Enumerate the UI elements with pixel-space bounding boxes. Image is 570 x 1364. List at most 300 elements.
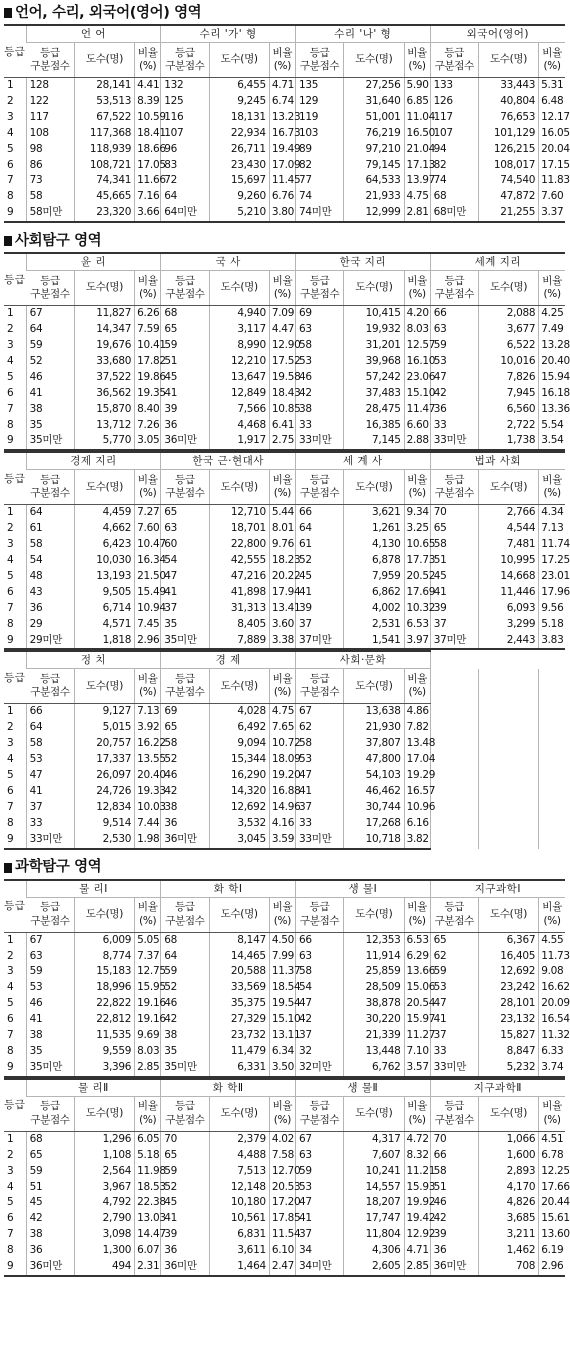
score-cell: 36 — [161, 418, 209, 434]
ratio-cell: 4.02 — [269, 1131, 295, 1147]
score-cell: 51 — [26, 1180, 74, 1196]
count-cell: 18,207 — [344, 1195, 404, 1211]
score-cell: 51 — [430, 553, 478, 569]
ratio-cell: 9.69 — [135, 1028, 161, 1044]
count-cell: 1,818 — [74, 633, 134, 650]
table-row — [4, 322, 565, 338]
count-cell: 11,479 — [209, 1044, 269, 1060]
subject-name: 정 치 — [26, 651, 161, 669]
score-cell: 32미만 — [295, 1060, 343, 1077]
count-cell: 3,045 — [209, 832, 269, 849]
ratio-cell: 5.90 — [404, 78, 430, 94]
subject-name: 물 리Ⅱ — [26, 1079, 161, 1097]
count-cell: 11,914 — [344, 949, 404, 965]
count-cell: 1,261 — [344, 521, 404, 537]
ratio-cell: 18.66 — [135, 142, 161, 158]
count-cell: 4,317 — [344, 1131, 404, 1147]
ratio-cell: 8.03 — [135, 1044, 161, 1060]
count-cell: 15,827 — [478, 1028, 538, 1044]
count-cell: 3,967 — [74, 1180, 134, 1196]
ratio-cell: 23.01 — [539, 569, 565, 585]
score-column-header: 등급 구분점수 — [295, 897, 343, 932]
count-cell: 1,541 — [344, 633, 404, 650]
score-cell: 43 — [26, 585, 74, 601]
score-cell: 36 — [430, 1243, 478, 1259]
ratio-cell: 8.32 — [404, 1148, 430, 1164]
score-cell: 41 — [26, 784, 74, 800]
count-cell: 9,260 — [209, 189, 269, 205]
ratio-cell: 17.69 — [404, 585, 430, 601]
ratio-cell: 18.54 — [269, 980, 295, 996]
score-cell: 41 — [26, 1012, 74, 1028]
score-cell: 59 — [295, 1164, 343, 1180]
empty-cell — [478, 832, 538, 849]
ratio-cell: 7.37 — [135, 949, 161, 965]
count-cell: 51,001 — [344, 110, 404, 126]
grade-cell: 8 — [7, 418, 14, 431]
count-cell: 12,148 — [209, 1180, 269, 1196]
count-cell: 31,640 — [344, 94, 404, 110]
ratio-cell: 3.50 — [269, 1060, 295, 1077]
score-cell: 38 — [26, 1227, 74, 1243]
score-cell: 67 — [295, 1131, 343, 1147]
ratio-cell: 15.93 — [404, 1180, 430, 1196]
count-cell: 28,509 — [344, 980, 404, 996]
ratio-cell: 6.10 — [269, 1243, 295, 1259]
ratio-cell: 2.85 — [404, 1259, 430, 1276]
ratio-column-header: 비율 (%) — [135, 470, 161, 505]
grade-distribution-table — [4, 879, 570, 1078]
count-cell: 24,726 — [74, 784, 134, 800]
ratio-cell: 13.23 — [269, 110, 295, 126]
score-column-header: 등급 구분점수 — [161, 470, 209, 505]
score-column-header: 등급 구분점수 — [26, 271, 74, 306]
subject-name: 경 제 — [161, 651, 296, 669]
ratio-cell: 3.66 — [135, 205, 161, 222]
score-cell: 47 — [161, 569, 209, 585]
score-column-header: 등급 구분점수 — [26, 470, 74, 505]
ratio-cell: 17.96 — [539, 585, 565, 601]
grade-cell: 9 — [4, 205, 26, 222]
count-cell: 7,889 — [209, 633, 269, 650]
count-cell: 21,339 — [344, 1028, 404, 1044]
count-cell: 6,423 — [74, 537, 134, 553]
ratio-cell: 11.27 — [404, 1028, 430, 1044]
ratio-cell: 11.66 — [135, 173, 161, 189]
count-cell: 26,097 — [74, 768, 134, 784]
score-cell: 34미만 — [295, 1259, 343, 1276]
count-cell: 6,762 — [344, 1060, 404, 1077]
count-column-header: 도수(명) — [344, 271, 404, 306]
empty-cell — [430, 832, 478, 849]
count-cell: 4,662 — [74, 521, 134, 537]
ratio-cell: 3.59 — [269, 832, 295, 849]
score-cell: 63 — [430, 322, 478, 338]
ratio-cell: 3.05 — [135, 433, 161, 450]
subject-name: 법과 사회 — [430, 452, 565, 470]
ratio-cell: 17.82 — [135, 354, 161, 370]
grade-cell: 3 — [7, 338, 14, 351]
table-row — [4, 354, 565, 370]
subject-name: 세계 지리 — [430, 253, 565, 271]
ratio-cell: 6.78 — [539, 1148, 565, 1164]
grade-cell: 8 — [7, 816, 14, 829]
ratio-cell: 17.20 — [269, 1195, 295, 1211]
ratio-cell: 15.06 — [404, 980, 430, 996]
score-column-header: 등급 구분점수 — [26, 669, 74, 704]
score-cell: 68 — [26, 1131, 74, 1147]
table-row — [4, 816, 565, 832]
ratio-cell: 6.53 — [404, 617, 430, 633]
count-cell: 2,531 — [344, 617, 404, 633]
ratio-cell: 4.20 — [404, 306, 430, 322]
count-cell: 20,588 — [209, 964, 269, 980]
count-cell: 17,747 — [344, 1211, 404, 1227]
count-cell: 21,255 — [478, 205, 538, 222]
empty-cell — [430, 736, 478, 752]
ratio-cell: 10.03 — [135, 800, 161, 816]
ratio-cell: 15.95 — [135, 980, 161, 996]
subject-name: 수리 '가' 형 — [161, 25, 296, 43]
score-cell: 59 — [26, 964, 74, 980]
subject-header-row — [4, 880, 565, 898]
empty-cell — [430, 704, 478, 720]
table-row — [4, 553, 565, 569]
count-cell: 13,638 — [344, 704, 404, 720]
score-cell: 65 — [26, 1148, 74, 1164]
count-cell: 46,462 — [344, 784, 404, 800]
table-row — [4, 126, 565, 142]
ratio-cell: 19.42 — [404, 1211, 430, 1227]
section-title-text: 과학탐구 영역 — [15, 859, 102, 876]
grade-cell: 7 — [7, 1029, 14, 1042]
score-cell: 54 — [161, 553, 209, 569]
ratio-cell: 4.41 — [135, 78, 161, 94]
table-row — [4, 932, 565, 948]
count-cell: 5,770 — [74, 433, 134, 450]
grade-cell: 8 — [7, 190, 14, 203]
count-cell: 33,569 — [209, 980, 269, 996]
grade-cell: 1 — [7, 506, 14, 519]
score-cell: 58 — [161, 736, 209, 752]
count-cell: 4,940 — [209, 306, 269, 322]
count-cell: 18,701 — [209, 521, 269, 537]
table-row — [4, 173, 565, 189]
grade-cell: 1 — [7, 79, 14, 91]
score-cell: 62 — [296, 720, 344, 736]
score-cell: 41 — [161, 585, 209, 601]
subject-name: 생 물Ⅱ — [295, 1079, 430, 1097]
ratio-cell: 1.98 — [135, 832, 161, 849]
count-cell: 22,822 — [74, 996, 134, 1012]
ratio-cell: 9.56 — [539, 601, 565, 617]
ratio-cell: 16.22 — [135, 736, 161, 752]
ratio-cell: 2.75 — [269, 433, 295, 450]
grade-cell: 1 — [7, 307, 14, 320]
grade-cell: 2 — [7, 721, 14, 734]
grade-cell: 4 — [7, 753, 14, 766]
count-cell: 11,827 — [74, 306, 134, 322]
grade-cell: 9 — [4, 832, 26, 849]
ratio-cell: 4.72 — [404, 1131, 430, 1147]
subject-header-row — [4, 1079, 565, 1097]
score-cell: 53 — [295, 1180, 343, 1196]
count-cell: 25,859 — [344, 964, 404, 980]
ratio-column-header: 비율 (%) — [404, 669, 430, 704]
score-cell: 37 — [295, 1227, 343, 1243]
score-cell: 41 — [430, 585, 478, 601]
ratio-cell: 13.97 — [404, 173, 430, 189]
ratio-cell: 7.13 — [135, 704, 161, 720]
score-cell: 36미만 — [161, 832, 209, 849]
empty-cell — [478, 704, 538, 720]
count-column-header: 도수(명) — [74, 1096, 134, 1131]
grade-cell: 5 — [7, 370, 14, 383]
count-cell: 54,103 — [344, 768, 404, 784]
count-cell: 28,475 — [344, 402, 404, 418]
score-cell: 119 — [295, 110, 343, 126]
count-cell: 3,396 — [74, 1060, 134, 1077]
column-header-row — [4, 669, 565, 704]
subject-name: 수리 '나' 형 — [295, 25, 430, 43]
ratio-cell: 7.59 — [135, 322, 161, 338]
ratio-cell: 7.13 — [539, 521, 565, 537]
ratio-cell: 5.05 — [135, 932, 161, 948]
score-cell: 53 — [26, 752, 74, 768]
ratio-cell: 4.25 — [539, 306, 565, 322]
count-cell: 7,145 — [344, 433, 404, 450]
ratio-cell: 4.75 — [404, 189, 430, 205]
grade-cell: 9 — [4, 1060, 26, 1077]
table-row — [4, 505, 565, 521]
score-cell: 128 — [26, 78, 74, 94]
score-cell: 59 — [161, 338, 209, 354]
ratio-cell: 9.34 — [404, 505, 430, 521]
table-row — [4, 800, 565, 816]
ratio-column-header: 비율 (%) — [269, 1096, 295, 1131]
count-cell: 16,290 — [209, 768, 269, 784]
count-cell: 23,320 — [74, 205, 134, 222]
count-cell: 1,738 — [478, 433, 538, 450]
score-cell: 41 — [430, 1012, 478, 1028]
count-cell: 9,514 — [74, 816, 134, 832]
ratio-column-header: 비율 (%) — [135, 43, 161, 78]
column-header-row — [4, 470, 565, 505]
score-cell: 59 — [26, 338, 74, 354]
count-cell: 15,183 — [74, 964, 134, 980]
count-cell: 8,774 — [74, 949, 134, 965]
ratio-cell: 5.31 — [539, 78, 565, 94]
score-cell: 46 — [430, 1195, 478, 1211]
count-cell: 3,621 — [344, 505, 404, 521]
table-row — [4, 1243, 565, 1259]
count-cell: 74,540 — [478, 173, 538, 189]
score-cell: 72 — [161, 173, 209, 189]
score-column-header: 등급 구분점수 — [26, 43, 74, 78]
ratio-column-header: 비율 (%) — [135, 669, 161, 704]
ratio-cell: 2.47 — [269, 1259, 295, 1276]
count-cell: 4,130 — [344, 537, 404, 553]
count-cell: 5,015 — [74, 720, 134, 736]
score-cell: 58 — [26, 537, 74, 553]
count-cell: 2,722 — [478, 418, 538, 434]
subject-name: 세 계 사 — [295, 452, 430, 470]
count-cell: 708 — [478, 1259, 538, 1276]
table-row — [4, 736, 565, 752]
score-cell: 46 — [296, 370, 344, 386]
score-cell: 35 — [161, 1044, 209, 1060]
table-row — [4, 370, 565, 386]
count-cell: 31,201 — [344, 338, 404, 354]
score-column-header: 등급 구분점수 — [296, 271, 344, 306]
grade-cell: 3 — [7, 965, 14, 978]
score-cell: 58 — [26, 736, 74, 752]
score-cell: 51 — [430, 1180, 478, 1196]
score-cell: 42 — [161, 784, 209, 800]
score-cell: 66 — [295, 932, 343, 948]
ratio-cell: 11.45 — [269, 173, 295, 189]
table-row — [4, 617, 565, 633]
count-cell: 7,945 — [478, 386, 538, 402]
score-cell: 135 — [295, 78, 343, 94]
grade-cell: 6 — [7, 785, 14, 797]
score-cell: 38 — [26, 402, 74, 418]
ratio-cell: 21.50 — [135, 569, 161, 585]
count-cell: 28,141 — [74, 78, 134, 94]
score-cell: 29미만 — [26, 633, 74, 650]
ratio-column-header: 비율 (%) — [269, 897, 295, 932]
score-cell: 52 — [26, 354, 74, 370]
ratio-cell: 2.31 — [135, 1259, 161, 1276]
ratio-cell: 20.44 — [539, 1195, 565, 1211]
count-column-header: 도수(명) — [209, 43, 269, 78]
section-title — [4, 230, 565, 252]
count-cell: 4,544 — [478, 521, 538, 537]
count-cell: 22,800 — [209, 537, 269, 553]
empty-cell — [539, 832, 565, 849]
count-cell: 2,790 — [74, 1211, 134, 1227]
count-cell: 76,653 — [478, 110, 538, 126]
empty-cell — [430, 669, 478, 704]
table-row — [4, 402, 565, 418]
count-cell: 97,210 — [344, 142, 404, 158]
count-cell: 35,375 — [209, 996, 269, 1012]
ratio-cell: 20.40 — [135, 768, 161, 784]
count-column-header: 도수(명) — [478, 271, 538, 306]
grade-cell: 7 — [7, 174, 14, 187]
score-cell: 38 — [26, 1028, 74, 1044]
ratio-cell: 7.99 — [269, 949, 295, 965]
score-cell: 65 — [430, 932, 478, 948]
ratio-cell: 19.16 — [135, 1012, 161, 1028]
count-cell: 4,028 — [209, 704, 269, 720]
score-cell: 58 — [296, 338, 344, 354]
count-cell: 79,145 — [344, 158, 404, 174]
score-cell: 34 — [295, 1243, 343, 1259]
ratio-cell: 2.81 — [404, 205, 430, 222]
grade-cell: 3 — [7, 1164, 14, 1177]
score-cell: 36 — [26, 1243, 74, 1259]
ratio-cell: 21.04 — [404, 142, 430, 158]
score-cell: 89 — [295, 142, 343, 158]
ratio-column-header: 비율 (%) — [404, 897, 430, 932]
ratio-column-header: 비율 (%) — [269, 271, 295, 306]
ratio-cell: 18.09 — [269, 752, 295, 768]
subject-name: 외국어(영어) — [430, 25, 565, 43]
ratio-cell: 16.05 — [539, 126, 565, 142]
grade-cell: 4 — [7, 554, 14, 567]
ratio-column-header: 비율 (%) — [135, 271, 161, 306]
count-cell: 1,066 — [478, 1131, 538, 1147]
score-column-header: 등급 구분점수 — [161, 669, 209, 704]
ratio-cell: 7.65 — [269, 720, 295, 736]
count-cell: 4,488 — [209, 1148, 269, 1164]
ratio-cell: 12.90 — [269, 338, 295, 354]
score-cell: 59 — [26, 1164, 74, 1180]
count-cell: 17,268 — [344, 816, 404, 832]
empty-cell — [539, 816, 565, 832]
count-cell: 3,117 — [209, 322, 269, 338]
ratio-cell: 19.92 — [404, 1195, 430, 1211]
count-cell: 53,513 — [74, 94, 134, 110]
ratio-cell: 4.71 — [404, 1243, 430, 1259]
score-cell: 68 — [161, 306, 209, 322]
score-cell: 46 — [161, 996, 209, 1012]
score-column-header: 등급 구분점수 — [430, 1096, 478, 1131]
ratio-cell: 20.54 — [404, 996, 430, 1012]
ratio-cell: 12.17 — [539, 110, 565, 126]
ratio-cell: 17.04 — [404, 752, 430, 768]
subject-name: 국 사 — [161, 253, 296, 271]
score-cell: 39 — [430, 1227, 478, 1243]
score-cell: 35 — [26, 1044, 74, 1060]
ratio-cell: 6.48 — [539, 94, 565, 110]
score-cell: 70 — [161, 1131, 209, 1147]
table-row — [4, 418, 565, 434]
count-cell: 11,804 — [344, 1227, 404, 1243]
ratio-cell: 4.86 — [404, 704, 430, 720]
empty-cell — [430, 752, 478, 768]
score-column-header: 등급 구분점수 — [161, 1096, 209, 1131]
score-cell: 36미만 — [161, 1259, 209, 1276]
table-row — [4, 386, 565, 402]
count-cell: 13,448 — [344, 1044, 404, 1060]
ratio-cell: 3.54 — [539, 433, 565, 450]
table-row — [4, 94, 565, 110]
count-cell: 23,732 — [209, 1028, 269, 1044]
ratio-cell: 20.40 — [539, 354, 565, 370]
count-cell: 19,932 — [344, 322, 404, 338]
empty-cell — [430, 800, 478, 816]
ratio-cell: 3.25 — [404, 521, 430, 537]
score-cell: 37 — [295, 617, 343, 633]
count-column-header: 도수(명) — [74, 897, 134, 932]
grade-distribution-table — [4, 252, 570, 451]
score-cell: 132 — [161, 78, 209, 94]
count-cell: 28,101 — [478, 996, 538, 1012]
grade-cell: 2 — [7, 1148, 14, 1161]
ratio-cell: 11.21 — [404, 1164, 430, 1180]
ratio-cell: 11.04 — [404, 110, 430, 126]
empty-cell — [478, 752, 538, 768]
score-cell: 38 — [161, 800, 209, 816]
count-cell: 3,685 — [478, 1211, 538, 1227]
score-column-header: 등급 구분점수 — [26, 897, 74, 932]
score-column-header: 등급 구분점수 — [161, 897, 209, 932]
ratio-cell: 3.74 — [539, 1060, 565, 1077]
count-cell: 27,329 — [209, 1012, 269, 1028]
count-column-header: 도수(명) — [209, 1096, 269, 1131]
